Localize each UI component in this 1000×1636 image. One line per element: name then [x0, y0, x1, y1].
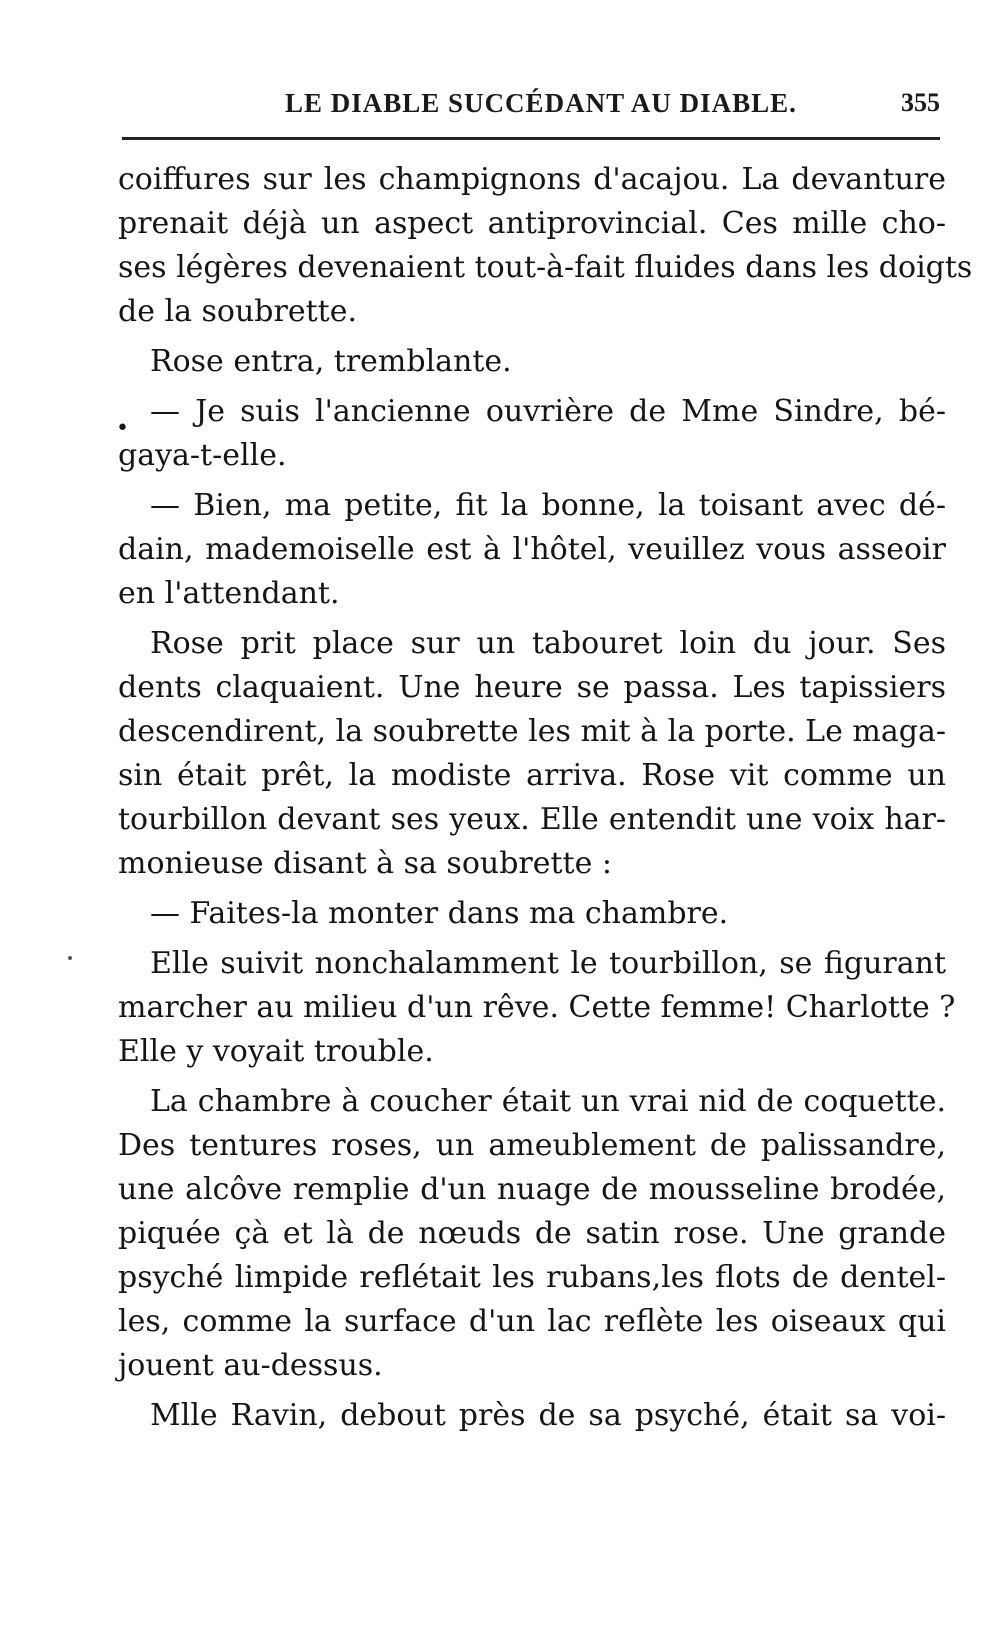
text-line: Des tentures roses, un ameublement de palissandre,: [118, 1128, 946, 1163]
text-line: Mlle Ravin, debout près de sa psyché, était sa voi-: [150, 1398, 946, 1433]
text-line: Rose entra, tremblante.: [150, 344, 512, 379]
text-line: tourbillon devant ses yeux. Elle entendit une voix har-: [118, 802, 946, 837]
text-line: jouent au-dessus.: [118, 1348, 383, 1383]
text-line: — Bien, ma petite, fit la bonne, la toisant avec dé-: [150, 488, 946, 523]
page-number: 355: [901, 88, 940, 117]
text-line: gaya-t-elle.: [118, 438, 287, 473]
text-line: monieuse disant à sa soubrette :: [118, 846, 613, 881]
text-line: Elle y voyait trouble.: [118, 1034, 434, 1069]
text-line: une alcôve remplie d'un nuage de mousseline brodée,: [118, 1172, 946, 1207]
text-line: prenait déjà un aspect antiprovincial. Ces mille cho-: [118, 206, 946, 241]
text-line: Elle suivit nonchalamment le tourbillon, se figurant: [150, 946, 946, 981]
header-rule: [122, 137, 940, 140]
text-line: ses légères devenaient tout-à-fait fluides dans les doigts: [118, 250, 973, 285]
stray-mark: •: [116, 416, 129, 441]
text-line: Rose prit place sur un tabouret loin du jour. Ses: [150, 626, 946, 661]
text-line: descendirent, la soubrette les mit à la porte. Le maga-: [118, 714, 946, 749]
text-line: dain, mademoiselle est à l'hôtel, veuillez vous asseoir: [118, 532, 946, 567]
text-line: psyché limpide reflétait les rubans,les flots de dentel-: [118, 1260, 946, 1295]
text-line: marcher au milieu d'un rêve. Cette femme! Charlotte ?: [118, 990, 956, 1025]
text-line: piquée çà et là de nœuds de satin rose. Une grande: [118, 1216, 946, 1251]
text-line: de la soubrette.: [118, 294, 357, 329]
text-line: sin était prêt, la modiste arriva. Rose vit comme un: [118, 758, 946, 793]
text-line: dents claquaient. Une heure se passa. Les tapissiers: [118, 670, 946, 705]
text-line: les, comme la surface d'un lac reflète les oiseaux qui: [118, 1304, 946, 1339]
stray-mark: [68, 956, 72, 960]
text-line: — Je suis l'ancienne ouvrière de Mme Sindre, bé-: [150, 394, 946, 429]
running-title: LE DIABLE SUCCÉDANT AU DIABLE.: [285, 88, 797, 118]
text-line: La chambre à coucher était un vrai nid de coquette.: [150, 1084, 946, 1119]
text-line: — Faites-la monter dans ma chambre.: [150, 896, 729, 931]
text-line: coiffures sur les champignons d'acajou. La devanture: [118, 162, 946, 197]
text-line: en l'attendant.: [118, 576, 340, 611]
